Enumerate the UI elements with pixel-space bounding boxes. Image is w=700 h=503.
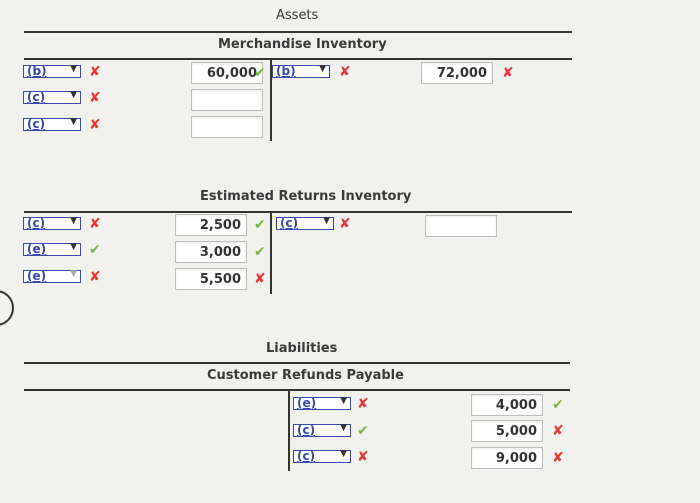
divider — [24, 31, 572, 33]
merch-debit-amount-2[interactable] — [191, 89, 263, 111]
estimated-returns-title: Estimated Returns Inventory — [200, 189, 412, 204]
circle-decoration — [0, 290, 14, 326]
correct-icon: ✔ — [357, 423, 369, 439]
divider — [24, 362, 570, 364]
t-account-top-line — [24, 211, 572, 213]
t-account-center-line — [270, 211, 272, 294]
est-debit-amount-1[interactable]: 2,500 — [175, 214, 247, 236]
t-account-top-line — [24, 58, 572, 60]
customer-refunds-payable-title: Customer Refunds Payable — [207, 368, 404, 383]
incorrect-icon: ✘ — [339, 216, 351, 232]
est-debit-select-2[interactable]: (e) ▼ — [23, 243, 81, 256]
correct-icon: ✔ — [254, 244, 266, 260]
crp-credit-select-1[interactable]: (e) ▼ — [293, 397, 351, 410]
dropdown-arrow-icon: ▼ — [323, 216, 330, 226]
dropdown-arrow-icon: ▼ — [319, 64, 326, 74]
incorrect-icon: ✘ — [357, 449, 369, 465]
incorrect-icon: ✘ — [552, 423, 564, 439]
dropdown-arrow-icon: ▼ — [70, 64, 77, 74]
dropdown-arrow-icon: ▼ — [70, 269, 77, 279]
dropdown-arrow-icon: ▼ — [340, 423, 347, 433]
liabilities-heading: Liabilities — [266, 341, 338, 356]
dropdown-arrow-icon: ▼ — [70, 242, 77, 252]
incorrect-icon: ✘ — [502, 65, 514, 81]
incorrect-icon: ✘ — [552, 450, 564, 466]
incorrect-icon: ✘ — [89, 90, 101, 106]
est-debit-select-1[interactable]: (c) ▼ — [23, 217, 81, 230]
merchandise-inventory-title: Merchandise Inventory — [218, 37, 387, 52]
dropdown-arrow-icon: ▼ — [70, 117, 77, 127]
est-credit-select-1[interactable]: (c) ▼ — [276, 217, 334, 230]
merch-credit-select-1[interactable]: (b) ▼ — [272, 65, 330, 78]
merch-debit-select-3[interactable]: (c) ▼ — [23, 118, 81, 131]
est-credit-amount-1[interactable] — [425, 215, 497, 237]
est-debit-amount-3[interactable]: 5,500 — [175, 268, 247, 290]
incorrect-icon: ✘ — [89, 269, 101, 285]
correct-icon: ✔ — [552, 397, 564, 413]
assets-heading: Assets — [276, 8, 319, 23]
est-debit-select-3[interactable]: (e) ▼ — [23, 270, 81, 283]
dropdown-arrow-icon: ▼ — [70, 216, 77, 226]
crp-credit-amount-2[interactable]: 5,000 — [471, 420, 543, 442]
dropdown-arrow-icon: ▼ — [70, 90, 77, 100]
incorrect-icon: ✘ — [357, 396, 369, 412]
est-debit-amount-2[interactable]: 3,000 — [175, 241, 247, 263]
merch-debit-select-2[interactable]: (c) ▼ — [23, 91, 81, 104]
dropdown-arrow-icon: ▼ — [340, 449, 347, 459]
merch-debit-amount-3[interactable] — [191, 116, 263, 138]
merch-debit-select-1[interactable]: (b) ▼ — [23, 65, 81, 78]
incorrect-icon: ✘ — [89, 64, 101, 80]
t-account-top-line — [24, 389, 570, 391]
correct-icon: ✔ — [254, 65, 266, 81]
crp-credit-amount-1[interactable]: 4,000 — [471, 394, 543, 416]
incorrect-icon: ✘ — [89, 117, 101, 133]
crp-credit-select-2[interactable]: (c) ▼ — [293, 424, 351, 437]
dropdown-arrow-icon: ▼ — [340, 396, 347, 406]
incorrect-icon: ✘ — [89, 216, 101, 232]
merch-credit-amount-1[interactable]: 72,000 — [421, 62, 493, 84]
merch-debit-amount-1[interactable]: 60,000 — [191, 62, 263, 84]
crp-credit-amount-3[interactable]: 9,000 — [471, 447, 543, 469]
incorrect-icon: ✘ — [254, 271, 266, 287]
correct-icon: ✔ — [89, 242, 101, 258]
correct-icon: ✔ — [254, 217, 266, 233]
t-account-center-line — [288, 389, 290, 471]
crp-credit-select-3[interactable]: (c) ▼ — [293, 450, 351, 463]
incorrect-icon: ✘ — [339, 64, 351, 80]
